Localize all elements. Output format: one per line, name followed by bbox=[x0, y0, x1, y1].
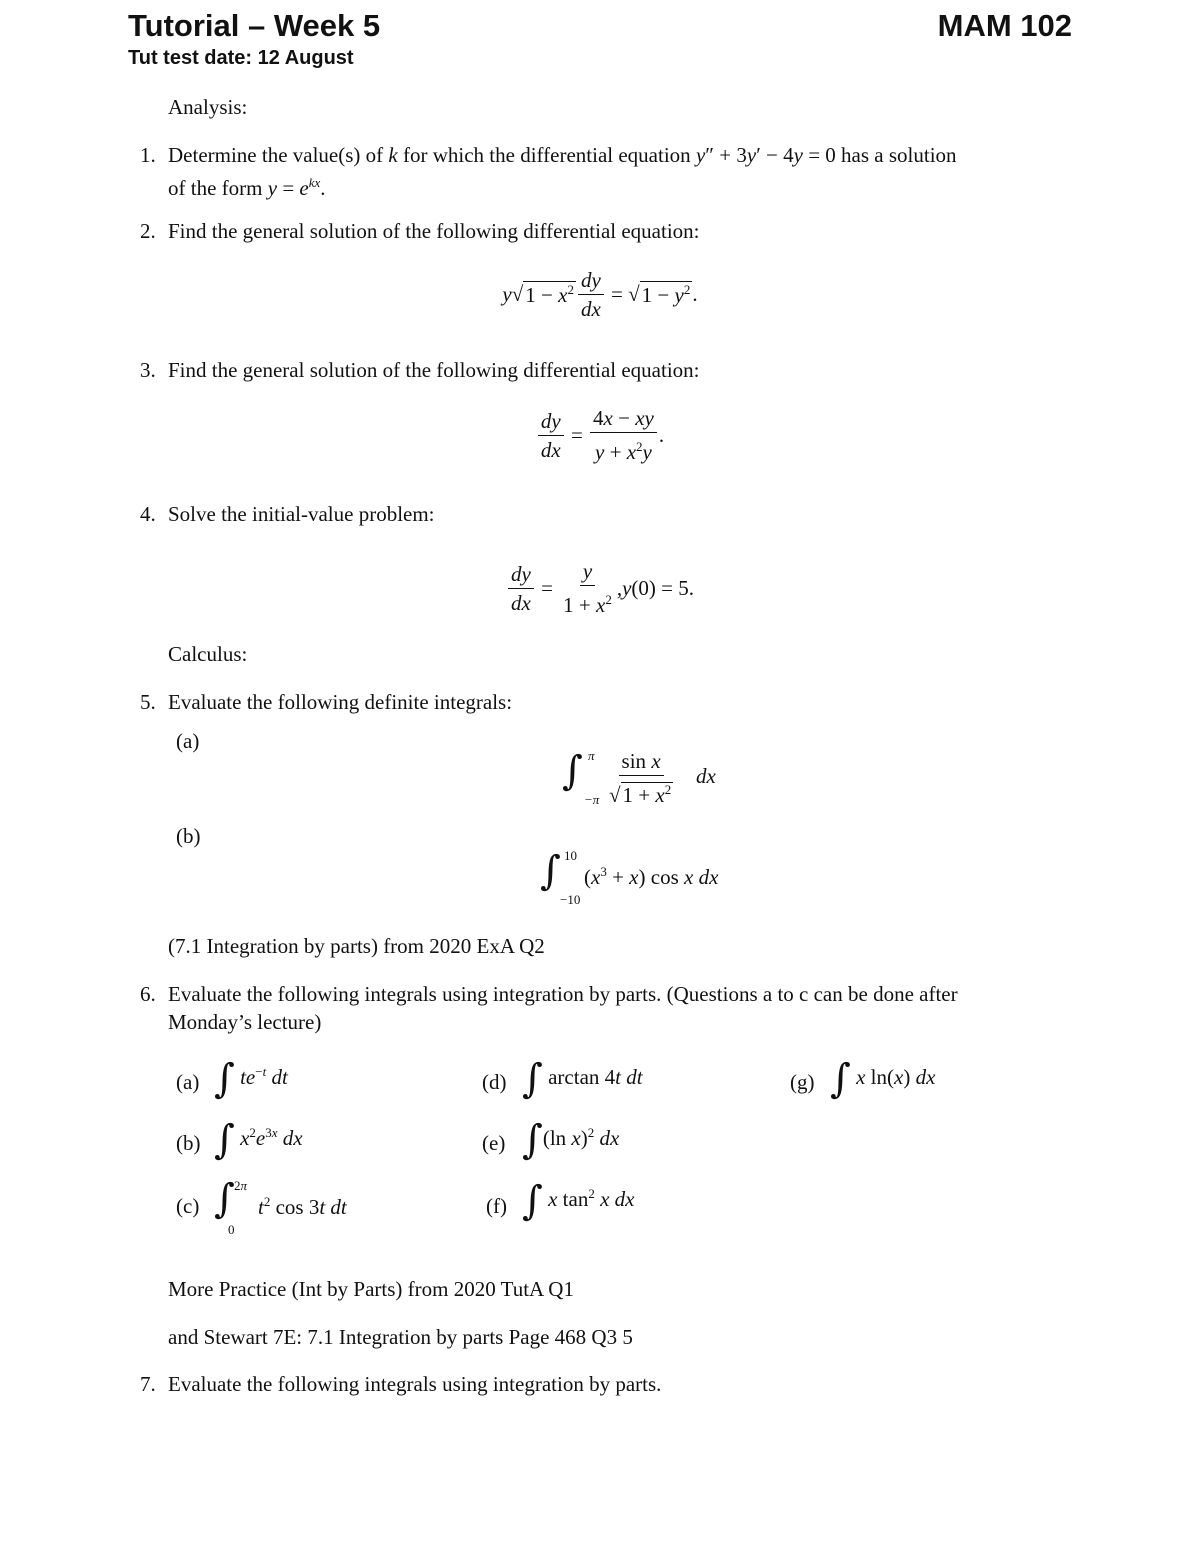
note-7-1: (7.1 Integration by parts) from 2020 ExA Q2 bbox=[168, 934, 545, 958]
q2-text: Find the general solution of the following differential equation: bbox=[168, 219, 700, 243]
q6-label-g: (g) bbox=[790, 1070, 815, 1094]
q6a-integral: ∫ $te^{-t}$ dt bbox=[214, 1056, 288, 1102]
q4-equation: $\frac{dy}{dx}$ = $\frac{y}{1 + x^2}$ , y (0) = 5. bbox=[0, 558, 1200, 618]
q6g-integral: ∫ x ln(x) dx bbox=[830, 1056, 936, 1102]
q5-number: 5. bbox=[140, 690, 156, 714]
q3-number: 3. bbox=[140, 358, 156, 382]
q6b-integral: ∫ $x^2e^{3x}$ dx bbox=[214, 1117, 303, 1163]
q3-equation: $\frac{dy}{dx}$ = $\frac{4x - xy}{y + x^2y}$ . bbox=[0, 405, 1200, 465]
q5-part-a-label: (a) bbox=[176, 729, 200, 753]
q6d-integral: ∫ arctan 4t dt bbox=[522, 1056, 643, 1102]
page-title: Tutorial – Week 5 bbox=[128, 8, 381, 43]
q6-label-f: (f) bbox=[486, 1194, 507, 1218]
q1-number: 1. bbox=[140, 143, 156, 167]
q6-text-line2: Monday’s lecture) bbox=[168, 1010, 322, 1034]
q5-part-b-label: (b) bbox=[176, 824, 201, 848]
q7-number: 7. bbox=[140, 1372, 156, 1396]
q6-label-c: (c) bbox=[176, 1194, 200, 1218]
course-code: MAM 102 bbox=[937, 8, 1072, 43]
q6-label-a: (a) bbox=[176, 1070, 200, 1094]
q4-number: 4. bbox=[140, 502, 156, 526]
test-date: Tut test date: 12 August bbox=[128, 47, 354, 69]
more-practice-note: More Practice (Int by Parts) from 2020 TutA Q1 bbox=[168, 1277, 574, 1301]
q7-text: Evaluate the following integrals using integration by parts. bbox=[168, 1372, 662, 1396]
section-analysis: Analysis: bbox=[168, 95, 248, 119]
q6-label-d: (d) bbox=[482, 1070, 507, 1094]
q6-label-e: (e) bbox=[482, 1131, 506, 1155]
q5-text: Evaluate the following definite integrals: bbox=[168, 690, 513, 714]
q6-text: Evaluate the following integrals using integration by parts. (Questions a to c can be done after bbox=[168, 982, 958, 1006]
q4-text: Solve the initial-value problem: bbox=[168, 502, 435, 526]
q6-number: 6. bbox=[140, 982, 156, 1006]
q2-equation: y √ $1 - x^2$ $\frac{dy}{dx}$ = √ $1 - y^2$ . bbox=[502, 267, 698, 321]
q3-text: Find the general solution of the following differential equation: bbox=[168, 358, 700, 382]
q2-number: 2. bbox=[140, 219, 156, 243]
q1-text: Determine the value(s) of k for which the differential equation y″ + 3y′ − 4y = 0 has a solution bbox=[168, 143, 957, 167]
q1-text-line2: of the form $y = e^{kx}$. bbox=[168, 175, 326, 200]
q6c-integral: ∫ 2π 0 $t^2$ cos 3t dt bbox=[214, 1176, 347, 1237]
q5b-integral: ∫ 10 −10 $(x^3 + x)$ cos x dx bbox=[540, 848, 719, 907]
q5a-integral: ∫ π −π $\frac{\text{sin x}}{√1 + x^2}$ dx bbox=[562, 748, 716, 807]
section-calculus: Calculus: bbox=[168, 642, 248, 666]
q6-label-b: (b) bbox=[176, 1131, 201, 1155]
q6f-integral: ∫ x $\tan^2 x$ dx bbox=[522, 1178, 635, 1224]
q6e-integral: ∫(ln x)$^2$ dx bbox=[522, 1117, 620, 1163]
stewart-note: and Stewart 7E: 7.1 Integration by parts Page 468 Q3 5 bbox=[168, 1325, 633, 1349]
